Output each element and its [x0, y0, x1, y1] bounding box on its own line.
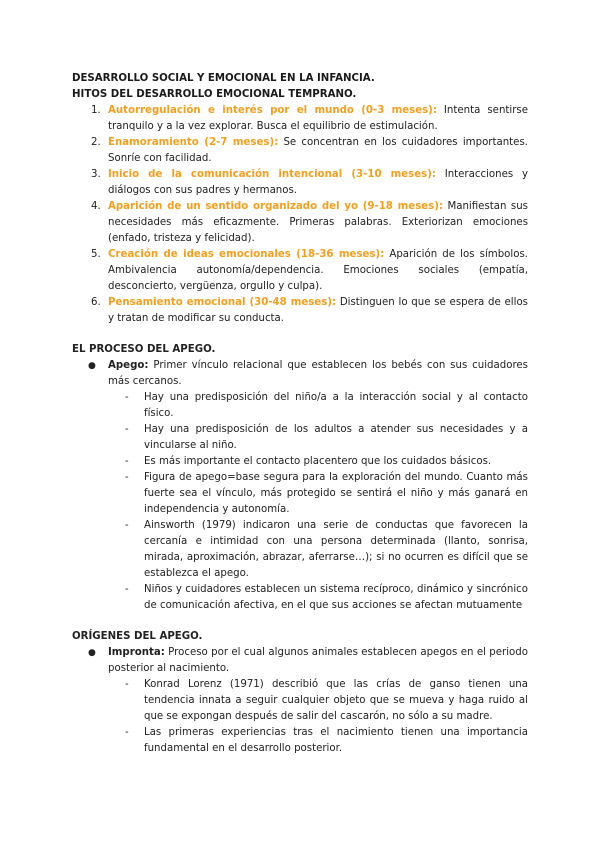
spacer	[72, 614, 528, 629]
dash-icon: -	[125, 424, 129, 435]
hito-item	[91, 295, 528, 327]
bullet-text: Proceso por el cual algunos animales establecen apegos en el periodo posterior al nacimiento.	[108, 647, 528, 674]
list-item	[125, 518, 528, 582]
section-title-origenes: ORÍGENES DEL APEGO.	[72, 631, 203, 642]
origenes-bullet	[88, 645, 528, 757]
hito-text: Interacciones y diálogos con sus padres y hermanos.	[108, 169, 528, 196]
list-item-text: Las primeras experiencias tras el nacimiento tienen una importancia fundamental en el desarrollo posterior.	[144, 727, 528, 754]
bullet-term: Impronta:	[108, 647, 165, 658]
origenes-sublist	[108, 677, 528, 757]
dash-icon: -	[125, 727, 129, 738]
list-item	[125, 390, 528, 422]
hito-title: Aparición de un sentido organizado del yo (9-18 meses):	[108, 201, 443, 212]
apego-bullet	[88, 358, 528, 614]
hito-number: 2.	[91, 137, 101, 148]
hito-item	[91, 247, 529, 295]
list-item	[125, 725, 528, 757]
list-item	[125, 677, 528, 725]
hito-number: 1.	[91, 105, 101, 116]
list-item-text: Hay una predisposición del niño/a a la interacción social y al contacto físico.	[144, 392, 528, 419]
list-item	[125, 422, 528, 454]
hito-number: 4.	[91, 201, 101, 212]
hito-title: Inicio de la comunicación intencional (3-10 meses):	[108, 169, 436, 180]
dash-icon: -	[125, 584, 129, 595]
hito-text: Se concentran en los cuidadores importantes. Sonríe con facilidad.	[108, 137, 528, 164]
list-item-text: Ainsworth (1979) indicaron una serie de conductas que favorecen la cercanía e intimidad con una persona determinada (llanto, sonrisa, mirada, aproximación, abrazar, aferrarse…); si no ocurren es difícil que se establezca el apego.	[144, 520, 528, 579]
list-item-text: Niños y cuidadores establecen un sistema recíproco, dinámico y sincrónico de comunicación afectiva, en el que sus acciones se afectan mutuamente	[144, 584, 528, 611]
hito-text: Distinguen lo que se espera de ellos y tratan de modificar su conducta.	[108, 297, 528, 324]
hito-text: Manifiestan sus necesidades más eficazmente. Primeras palabras. Exteriorizan emociones (enfado, tristeza y felicidad).	[108, 201, 528, 244]
dash-icon: -	[125, 392, 129, 403]
bullet-text: Primer vínculo relacional que establecen los bebés con sus cuidadores más cercanos.	[108, 360, 528, 387]
hito-title: Pensamiento emocional (30-48 meses):	[108, 297, 337, 308]
dash-icon: -	[125, 520, 129, 531]
hito-title: Autorregulación e interés por el mundo (0-3 meses):	[108, 105, 437, 116]
origenes-bullet-list	[72, 645, 528, 757]
list-item	[125, 454, 528, 470]
dash-icon: -	[125, 456, 129, 467]
document-subtitle: HITOS DEL DESARROLLO EMOCIONAL TEMPRANO.	[72, 89, 357, 100]
bullet-icon: ●	[88, 648, 96, 658]
apego-sublist	[108, 390, 528, 614]
list-item	[125, 470, 528, 518]
hitos-list	[72, 103, 528, 327]
document-title: DESARROLLO SOCIAL Y EMOCIONAL EN LA INFANCIA.	[72, 73, 375, 84]
hito-text: Intenta sentirse tranquilo y a la vez explorar. Busca el equilibrio de estimulación.	[108, 105, 528, 132]
dash-icon: -	[125, 679, 129, 690]
section-title-apego: EL PROCESO DEL APEGO.	[72, 344, 216, 355]
hito-number: 6.	[91, 297, 101, 308]
hito-item	[91, 135, 528, 167]
hito-number: 5.	[91, 249, 101, 260]
list-item	[125, 582, 528, 614]
dash-icon: -	[125, 472, 129, 483]
list-item-text: Hay una predisposición de los adultos a atender sus necesidades y a vincularse al niño.	[144, 424, 528, 451]
bullet-icon: ●	[88, 361, 96, 371]
list-item-text: Figura de apego=base segura para la exploración del mundo. Cuanto más fuerte sea el vínculo, más protegido se sentirá el niño y más ganará en independencia y autonomía.	[144, 472, 528, 515]
hito-text: Aparición de los símbolos. Ambivalencia autonomía/dependencia. Emociones sociales (empatía, desconcierto, vergüenza, orgullo y culpa).	[108, 249, 529, 292]
hito-item	[91, 103, 528, 135]
apego-bullet-list	[72, 358, 528, 614]
hito-title: Enamoramiento (2-7 meses):	[108, 137, 279, 148]
spacer	[72, 327, 528, 342]
list-item-text: Es más importante el contacto placentero que los cuidados básicos.	[144, 456, 492, 467]
list-item-text: Konrad Lorenz (1971) describió que las crías de ganso tienen una tendencia innata a seguir cualquier objeto que se mueva y haga ruido al que se expongan después de salir del cascarón, no sólo a su madre.	[144, 679, 528, 722]
hito-item	[91, 199, 528, 247]
bullet-term: Apego:	[108, 360, 149, 371]
hito-item	[91, 167, 528, 199]
hito-title: Creación de ideas emocionales (18-36 meses):	[108, 249, 385, 260]
hito-number: 3.	[91, 169, 101, 180]
